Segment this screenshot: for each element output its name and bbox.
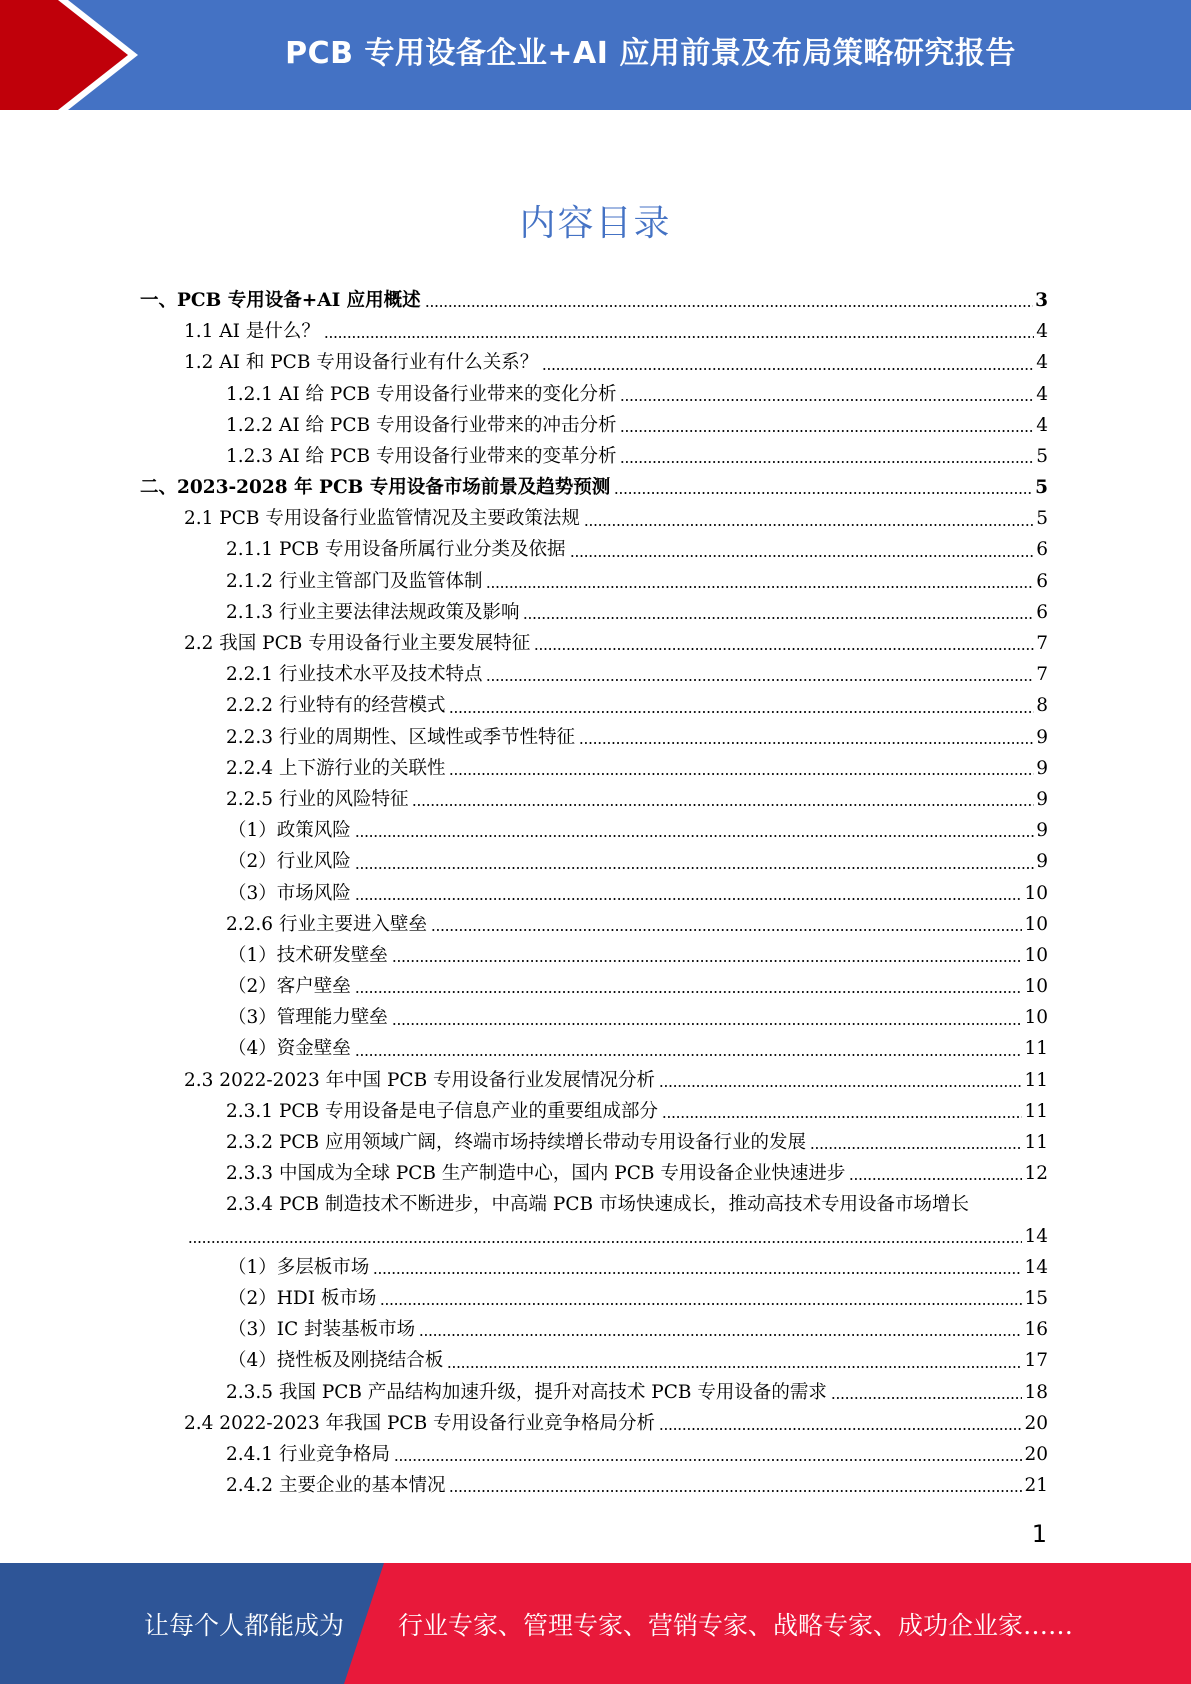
page-footer [0,1563,1191,1684]
toc-leader-dots [542,367,1034,371]
toc-entry-page: 7 [1036,633,1048,655]
toc-entry-label: （2）HDI 板市场 [228,1287,377,1309]
toc-entry[interactable] [140,1221,1048,1252]
toc-entry[interactable] [140,503,1048,534]
toc-entry-label: 2.1.3 行业主要法律法规政策及影响 [226,601,520,623]
toc-entry-page: 4 [1036,321,1048,343]
toc-entry-label: 2.2.4 上下游行业的关联性 [226,757,446,779]
toc-entry-page: 9 [1036,788,1048,810]
toc-entry-label: 2.2.3 行业的周期性、区域性或季节性特征 [226,726,575,748]
toc-leader-dots [659,1084,1022,1088]
toc-entry[interactable] [140,1127,1048,1158]
toc-entry-label: 1.2.3 AI 给 PCB 专用设备行业带来的变革分析 [226,445,617,467]
toc-entry[interactable] [140,1158,1048,1189]
toc-leader-dots [355,866,1034,870]
toc-entry-page: 11 [1024,1132,1048,1154]
toc-entry-page: 5 [1035,477,1048,499]
toc-entry[interactable] [140,628,1048,659]
toc-entry-page: 10 [1024,944,1048,966]
toc-entry-label: 2.3 2022-2023 年中国 PCB 专用设备行业发展情况分析 [184,1069,656,1091]
toc-leader-dots [431,928,1022,932]
toc-entry-page: 11 [1024,1069,1048,1091]
toc-leader-dots [392,1022,1023,1026]
toc-entry-label: 二、2023-2028 年 PCB 专用设备市场前景及趋势预测 [140,477,611,499]
toc-entry-label: 1.2.2 AI 给 PCB 专用设备行业带来的冲击分析 [226,414,617,436]
toc-entry[interactable] [140,597,1048,628]
toc-entry-page: 10 [1024,913,1048,935]
toc-leader-dots [534,647,1034,651]
toc-entry-page: 4 [1036,352,1048,374]
toc-entry[interactable] [140,1034,1048,1065]
toc-entry[interactable] [140,753,1048,784]
toc-entry-page: 21 [1024,1475,1048,1497]
toc-leader-dots [584,523,1034,527]
toc-entry-page: 9 [1036,820,1048,842]
toc-entry-label: 2.4.2 主要企业的基本情况 [226,1475,446,1497]
toc-entry[interactable] [140,347,1048,378]
toc-entry-page: 15 [1024,1287,1048,1309]
toc-entry[interactable] [140,1345,1048,1376]
toc-entry-label: 2.3.4 PCB 制造技术不断进步，中高端 PCB 市场快速成长，推动高技术专用设备市场增长 [226,1194,969,1216]
toc-entry-page: 17 [1024,1350,1048,1372]
report-title: PCB 专用设备企业+AI 应用前景及布局策略研究报告 [285,36,1016,71]
toc-entry-label: 2.2.6 行业主要进入壁垒 [226,913,427,935]
toc-leader-dots [614,491,1033,495]
toc-leader-dots [659,1427,1022,1431]
toc-entry-label: 2.4.1 行业竞争格局 [226,1443,390,1465]
toc-leader-dots [620,398,1034,402]
toc-entry[interactable] [140,1377,1048,1408]
toc-entry-label: （3）市场风险 [228,882,351,904]
toc-entry[interactable] [140,379,1048,410]
toc-entry-label: 2.1.1 PCB 专用设备所属行业分类及依据 [226,539,566,561]
toc-entry[interactable] [140,410,1048,441]
toc-leader-dots [579,741,1034,745]
toc-entry[interactable] [140,659,1048,690]
page-number: 1 [1031,1520,1047,1548]
toc-entry[interactable] [140,441,1048,472]
toc-entry[interactable] [140,1439,1048,1470]
toc-leader-dots [355,834,1034,838]
toc-entry-page: 14 [1024,1225,1048,1247]
toc-leader-dots [447,1365,1022,1369]
toc-entry-page: 7 [1036,664,1048,686]
toc-leader-dots [620,429,1034,433]
toc-entry[interactable] [140,285,1048,316]
toc-entry[interactable] [140,1096,1048,1127]
toc-entry[interactable] [140,1314,1048,1345]
toc-entry[interactable] [140,940,1048,971]
toc-entry[interactable] [140,566,1048,597]
toc-entry-label: （4）资金壁垒 [228,1038,351,1060]
toc-entry-page: 6 [1036,539,1048,561]
toc-leader-dots [849,1177,1022,1181]
toc-entry[interactable] [140,535,1048,566]
toc-entry-page: 9 [1036,851,1048,873]
toc-leader-dots [570,554,1035,558]
toc-entry[interactable] [140,1252,1048,1283]
toc-entry-page: 5 [1036,508,1048,530]
toc-entry-page: 4 [1036,383,1048,405]
toc-entry[interactable] [140,784,1048,815]
toc-entry[interactable] [140,690,1048,721]
toc-entry-label: 一、PCB 专用设备+AI 应用概述 [140,289,421,311]
toc-leader-dots [419,1333,1022,1337]
toc-entry-page: 18 [1024,1381,1048,1403]
toc-entry-label: 1.2 AI 和 PCB 专用设备行业有什么关系？ [184,352,539,374]
toc-entry-page: 12 [1024,1163,1048,1185]
toc-entry-label: 2.3.1 PCB 专用设备是电子信息产业的重要组成部分 [226,1100,659,1122]
toc-entry-page: 20 [1024,1443,1048,1465]
toc-entry-label: （1）政策风险 [228,820,351,842]
toc-entry-page: 14 [1024,1256,1048,1278]
toc-entry-page: 10 [1024,976,1048,998]
toc-entry-label: 2.1.2 行业主管部门及监管体制 [226,570,483,592]
toc-entry-label: 2.2.1 行业技术水平及技术特点 [226,664,483,686]
toc-entry-label: 2.4 2022-2023 年我国 PCB 专用设备行业竞争格局分析 [184,1412,656,1434]
toc-entry[interactable] [140,1002,1048,1033]
toc-entry-label: （3）IC 封装基板市场 [228,1319,416,1341]
toc-entry[interactable] [140,909,1048,940]
toc-entry[interactable] [140,1283,1048,1314]
toc-entry-page: 5 [1036,445,1048,467]
page-header [0,0,1191,110]
toc-entry-page: 4 [1036,414,1048,436]
toc-entry-page: 11 [1024,1038,1048,1060]
toc-entry-page: 3 [1035,289,1048,311]
toc-leader-dots [523,616,1034,620]
toc-entry-label: 2.1 PCB 专用设备行业监管情况及主要政策法规 [184,508,580,530]
toc-entry-page: 16 [1024,1319,1048,1341]
toc-entry[interactable] [140,722,1048,753]
toc-leader-dots [373,1271,1022,1275]
toc-entry[interactable] [140,878,1048,909]
toc-entry[interactable] [140,1189,1048,1220]
toc-leader-dots [486,585,1034,589]
toc-entry-page: 11 [1024,1100,1048,1122]
toc-entry-label: （1）多层板市场 [228,1256,370,1278]
toc-entry-page: 9 [1036,757,1048,779]
toc-leader-dots [449,772,1034,776]
toc-entry-label: （3）管理能力壁垒 [228,1007,388,1029]
toc-entry-label: 2.3.3 中国成为全球 PCB 生产制造中心，国内 PCB 专用设备企业快速进步 [226,1163,846,1185]
toc-entry-label: （1）技术研发壁垒 [228,944,388,966]
toc-entry-label: （2）客户壁垒 [228,976,351,998]
toc-leader-dots [355,990,1023,994]
toc-leader-dots [355,897,1023,901]
toc-entry-label: （4）挠性板及刚挠结合板 [228,1350,444,1372]
toc-leader-dots [449,710,1034,714]
toc-entry-label: 2.3.5 我国 PCB 产品结构加速升级，提升对高技术 PCB 专用设备的需求 [226,1381,827,1403]
toc-leader-dots [380,1302,1022,1306]
toc-leader-dots [425,304,1033,308]
toc-entry-page: 10 [1024,882,1048,904]
toc-entry-label: 2.3.2 PCB 应用领域广阔，终端市场持续增长带动专用设备行业的发展 [226,1132,807,1154]
toc-leader-dots [324,335,1034,339]
toc-entry-page: 9 [1036,726,1048,748]
toc-leader-dots [810,1146,1022,1150]
footer-slogan-left: 让每个人都能成为 [144,1610,345,1640]
toc-entry-label: 2.2.2 行业特有的经营模式 [226,695,446,717]
toc-leader-dots [449,1489,1022,1493]
table-of-contents [140,285,1048,1501]
toc-entry[interactable] [140,846,1048,877]
toc-leader-dots [188,1240,1022,1244]
toc-entry[interactable] [140,1065,1048,1096]
toc-entry-page: 10 [1024,1007,1048,1029]
toc-entry-label: 1.1 AI 是什么？ [184,321,320,343]
toc-entry[interactable] [140,971,1048,1002]
toc-entry-label: 2.2.5 行业的风险特征 [226,788,409,810]
toc-leader-dots [394,1458,1022,1462]
toc-entry[interactable] [140,815,1048,846]
toc-entry-label: 1.2.1 AI 给 PCB 专用设备行业带来的变化分析 [226,383,617,405]
toc-leader-dots [392,959,1023,963]
toc-entry-page: 20 [1024,1412,1048,1434]
toc-leader-dots [620,460,1034,464]
toc-entry[interactable] [140,472,1048,503]
toc-entry-page: 8 [1036,695,1048,717]
toc-entry-page: 6 [1036,601,1048,623]
toc-entry-label: （2）行业风险 [228,851,351,873]
footer-slogan-right: 行业专家、管理专家、营销专家、战略专家、成功企业家…… [398,1610,1074,1640]
toc-entry[interactable] [140,1408,1048,1439]
toc-entry[interactable] [140,316,1048,347]
toc-leader-dots [831,1396,1023,1400]
toc-entry-label: 2.2 我国 PCB 专用设备行业主要发展特征 [184,633,531,655]
toc-leader-dots [412,803,1034,807]
toc-leader-dots [662,1115,1022,1119]
toc-leader-dots [486,678,1034,682]
toc-entry-page: 6 [1036,570,1048,592]
toc-entry[interactable] [140,1470,1048,1501]
toc-leader-dots [355,1053,1023,1057]
toc-heading: 内容目录 [519,203,672,244]
